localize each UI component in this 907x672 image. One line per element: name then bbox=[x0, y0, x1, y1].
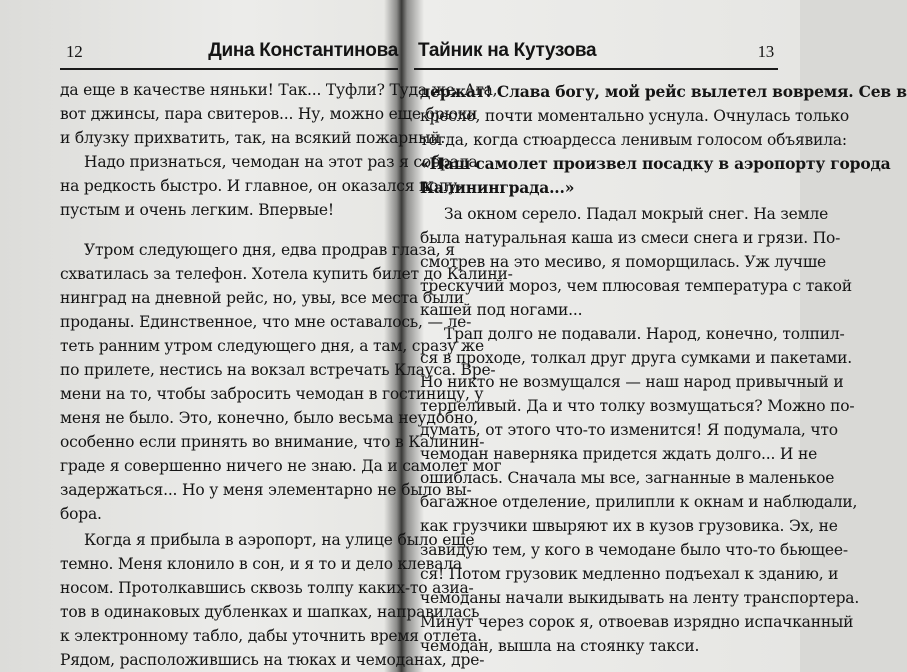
text-line: теть ранним утром следующего дня, а там, сразу же bbox=[60, 337, 484, 355]
text-line: к электронному табло, дабы уточнить время отлета. bbox=[60, 627, 482, 645]
text-line: да еще в качестве няньки! Так... Туфли? Туда же. Ага, bbox=[60, 81, 498, 99]
text-line: думать, от этого что-то изменится! Я подумала, что bbox=[420, 421, 838, 439]
text-line: граде я совершенно ничего не знаю. Да и самолет мог bbox=[60, 457, 502, 475]
text-line: Но никто не возмущался — наш народ привычный и bbox=[420, 373, 844, 391]
text-line: Трап долго не подавали. Народ, конечно, толпил- bbox=[444, 325, 845, 343]
text-line: темно. Меня клонило в сон, и я то и дело клевала bbox=[60, 555, 462, 573]
text-line: Калининграда...» bbox=[420, 178, 575, 197]
right-header-rule bbox=[414, 68, 778, 70]
text-line: Утром следующего дня, едва продрав глаза, я bbox=[84, 241, 455, 259]
text-line: терпеливый. Да и что толку возмущаться? Можно по- bbox=[420, 397, 855, 415]
text-line: завидую тем, у кого в чемодане было что-то бьющее- bbox=[420, 541, 848, 559]
text-line: кашей под ногами... bbox=[420, 301, 583, 319]
text-line: кресло, почти моментально уснула. Очнулась только bbox=[420, 107, 850, 125]
right-running-head bbox=[418, 40, 774, 68]
text-line: особенно если принять во внимание, что в Калинин- bbox=[60, 433, 485, 451]
left-running-head bbox=[66, 40, 398, 68]
text-line: тов в одинаковых дубленках и шапках, направилась bbox=[60, 603, 480, 621]
text-line: проданы. Единственное, что мне оставалось, — ле- bbox=[60, 313, 472, 331]
right-header-title: Тайник на Кутузова bbox=[418, 40, 597, 61]
text-line: трескучий мороз, чем плюсовая температура с такой bbox=[420, 277, 852, 295]
text-line: ошиблась. Сначала мы все, загнанные в маленькое bbox=[420, 469, 835, 487]
text-line: За окном серело. Падал мокрый снег. На земле bbox=[444, 205, 829, 223]
text-line: держат! Слава богу, мой рейс вылетел вовремя. Сев в bbox=[420, 82, 907, 101]
text-line: схватилась за телефон. Хотела купить билет до Калини- bbox=[60, 265, 513, 283]
text-line: багажное отделение, прилипли к окнам и наблюдали, bbox=[420, 493, 858, 511]
text-line: бора. bbox=[60, 505, 102, 523]
text-line: на редкость быстро. И главное, он оказался полу- bbox=[60, 177, 462, 195]
text-line: смотрев на это месиво, я поморщилась. Уж лучше bbox=[420, 253, 827, 271]
text-line: Рядом, расположившись на тюках и чемоданах, дре- bbox=[60, 651, 485, 669]
text-line: «Наш самолет произвел посадку в аэропорту города bbox=[420, 154, 891, 173]
text-line: пустым и очень легким. Впервые! bbox=[60, 201, 334, 219]
text-line: как грузчики швыряют их в кузов грузовика. Эх, не bbox=[420, 517, 838, 535]
text-line: меня не было. Это, конечно, было весьма неудобно, bbox=[60, 409, 478, 427]
text-line: чемоданы начали выкидывать на ленту транспортера. bbox=[420, 589, 860, 607]
text-line: Минут через сорок я, отвоевав изрядно испачканный bbox=[420, 613, 854, 631]
text-line: чемодан, вышла на стоянку такси. bbox=[420, 637, 700, 655]
right-page bbox=[404, 0, 907, 672]
left-page-number: 12 bbox=[66, 42, 83, 61]
text-line: Когда я прибыла в аэропорт, на улице было еще bbox=[84, 531, 475, 549]
text-line: мени на то, чтобы забросить чемодан в гостиницу, у bbox=[60, 385, 484, 403]
text-line: ся в проходе, толкал друг друга сумками и пакетами. bbox=[420, 349, 852, 367]
text-line: чемодан наверняка придется ждать долго... И не bbox=[420, 445, 818, 463]
text-line: носом. Протолкавшись сквозь толпу каких-то азиа- bbox=[60, 579, 474, 597]
text-line: ся! Потом грузовик медленно подъехал к зданию, и bbox=[420, 565, 839, 583]
text-line: задержаться... Но у меня элементарно не было вы- bbox=[60, 481, 472, 499]
left-header-rule bbox=[60, 68, 398, 70]
text-line: тогда, когда стюардесса ленивым голосом объявила: bbox=[420, 131, 847, 149]
text-line: по прилете, нестись на вокзал встречать Клауса. Вре- bbox=[60, 361, 496, 379]
left-header-author: Дина Константинова bbox=[208, 40, 398, 61]
right-page-number: 13 bbox=[757, 42, 774, 61]
text-line: вот джинсы, пара свитеров... Ну, можно еще брюки bbox=[60, 105, 478, 123]
text-line: и блузку прихватить, так, на всякий пожарный. bbox=[60, 129, 446, 147]
text-line: Надо признаться, чемодан на этот раз я собрала bbox=[84, 153, 478, 171]
text-line: нинград на дневной рейс, но, увы, все места были bbox=[60, 289, 464, 307]
text-line: была натуральная каша из смеси снега и грязи. По- bbox=[420, 229, 841, 247]
